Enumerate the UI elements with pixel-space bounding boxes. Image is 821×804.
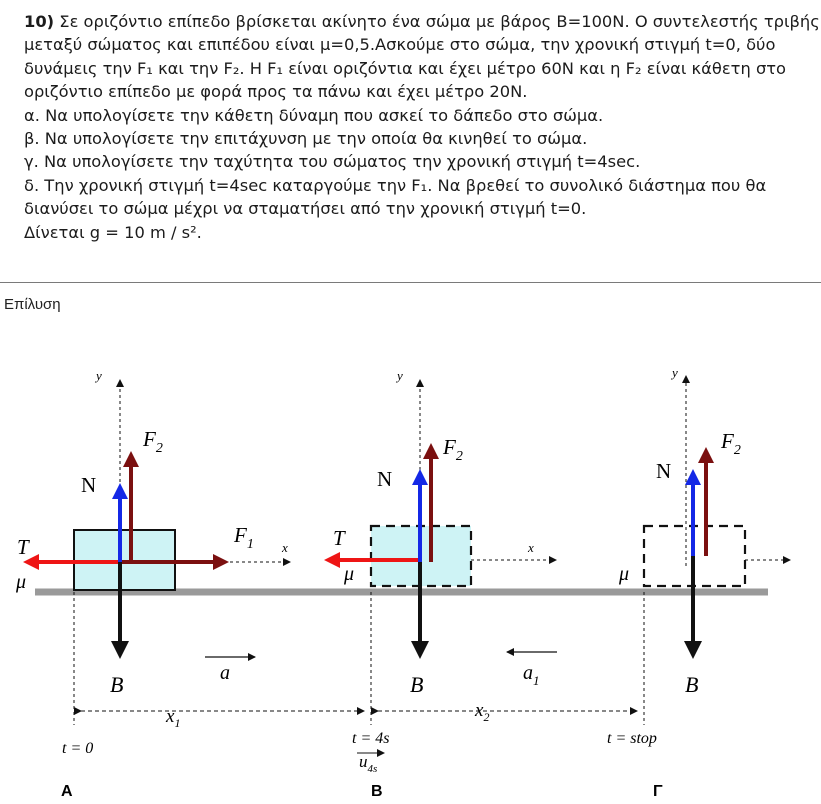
mu-label-b: μ <box>344 563 355 585</box>
given-g: Δίνεται g = 10 m / s². <box>24 222 202 242</box>
distance-markers <box>61 592 663 800</box>
mu-label-c: μ <box>619 563 630 585</box>
divider <box>0 282 821 283</box>
x-label-b: x <box>528 540 534 555</box>
y-label-b: y <box>397 368 403 383</box>
solution-label: Επίλυση <box>4 296 61 313</box>
n-label-c: N <box>656 459 672 483</box>
problem-number: 10) <box>24 12 55 31</box>
y-label-c: y <box>672 365 678 380</box>
problem-line-4: οριζόντιο επίπεδο με φορά προς τα πάνω και έχει μέτρο 20N. <box>24 82 528 102</box>
position-b <box>331 368 557 697</box>
n-label-b: N <box>377 467 393 491</box>
f1-label-a: $F_1$ <box>234 523 254 552</box>
t4-label: t = 4s <box>352 730 390 747</box>
question-c: γ. Να υπολογίσετε την ταχύτητα του σώματος την χρονική στιγμή t=4sec. <box>24 152 641 172</box>
f2-label-c: $F_2$ <box>721 429 741 458</box>
b-label-b: B <box>410 672 424 697</box>
problem-line-3: δυνάμεις την F₁ και την F₂. Η F₁ είναι οριζόντια και έχει μέτρο 60N και η F₂ είναι κάθετη στο <box>24 58 787 78</box>
velocity-label: $u_{4s}$ <box>359 752 378 775</box>
b-label-a: B <box>110 672 124 697</box>
mu-label-a: μ <box>16 571 27 593</box>
question-a: α. Να υπολογίσετε την κάθετη δύναμη που ασκεί το δάπεδο στο σώμα. <box>24 105 604 125</box>
f2-label-b: $F_2$ <box>443 435 463 464</box>
t-label-b: T <box>333 526 345 550</box>
problem-text <box>24 10 820 244</box>
problem-line-1: 10) Σε οριζόντιο επίπεδο βρίσκεται ακίνητο ένα σώμα με βάρος B=100N. Ο συντελεστής τριβής <box>24 12 820 31</box>
label-gamma: Γ <box>653 783 663 800</box>
n-label-a: N <box>81 473 97 497</box>
question-d-cont: διανύσει το σώμα μέχρι να σταματήσει από την χρονική στιγμή t=0. <box>24 199 587 219</box>
accel-label-a: a <box>220 662 230 684</box>
decel-label: $a_1$ <box>523 662 540 688</box>
t-label-a: T <box>17 535 29 559</box>
question-d: δ. Την χρονική στιγμή t=4sec καταργούμε την F₁. Να βρεθεί το συνολικό διάστημα που θα <box>24 175 767 195</box>
physics-diagram <box>0 330 821 804</box>
label-alpha: Α <box>61 783 73 800</box>
label-beta: Β <box>371 783 383 800</box>
x2-label: $x_2$ <box>475 700 490 724</box>
x1-label: $x_1$ <box>166 706 181 730</box>
tstop-label: t = stop <box>607 730 657 747</box>
problem-line-2: μεταξύ σώματος και επιπέδου είναι μ=0,5.Ασκούμε στο σώμα, την χρονική στιγμή t=0, δύο <box>24 35 776 55</box>
b-label-c: B <box>685 672 699 697</box>
f2-label-a: $F_2$ <box>143 427 163 456</box>
question-b: β. Να υπολογίσετε την επιτάχυνση με την οποία θα κινηθεί το σώμα. <box>24 129 588 149</box>
t0-label: t = 0 <box>62 740 94 757</box>
x-label-a: x <box>282 540 288 555</box>
position-a <box>15 368 290 697</box>
y-label-a: y <box>96 368 102 383</box>
